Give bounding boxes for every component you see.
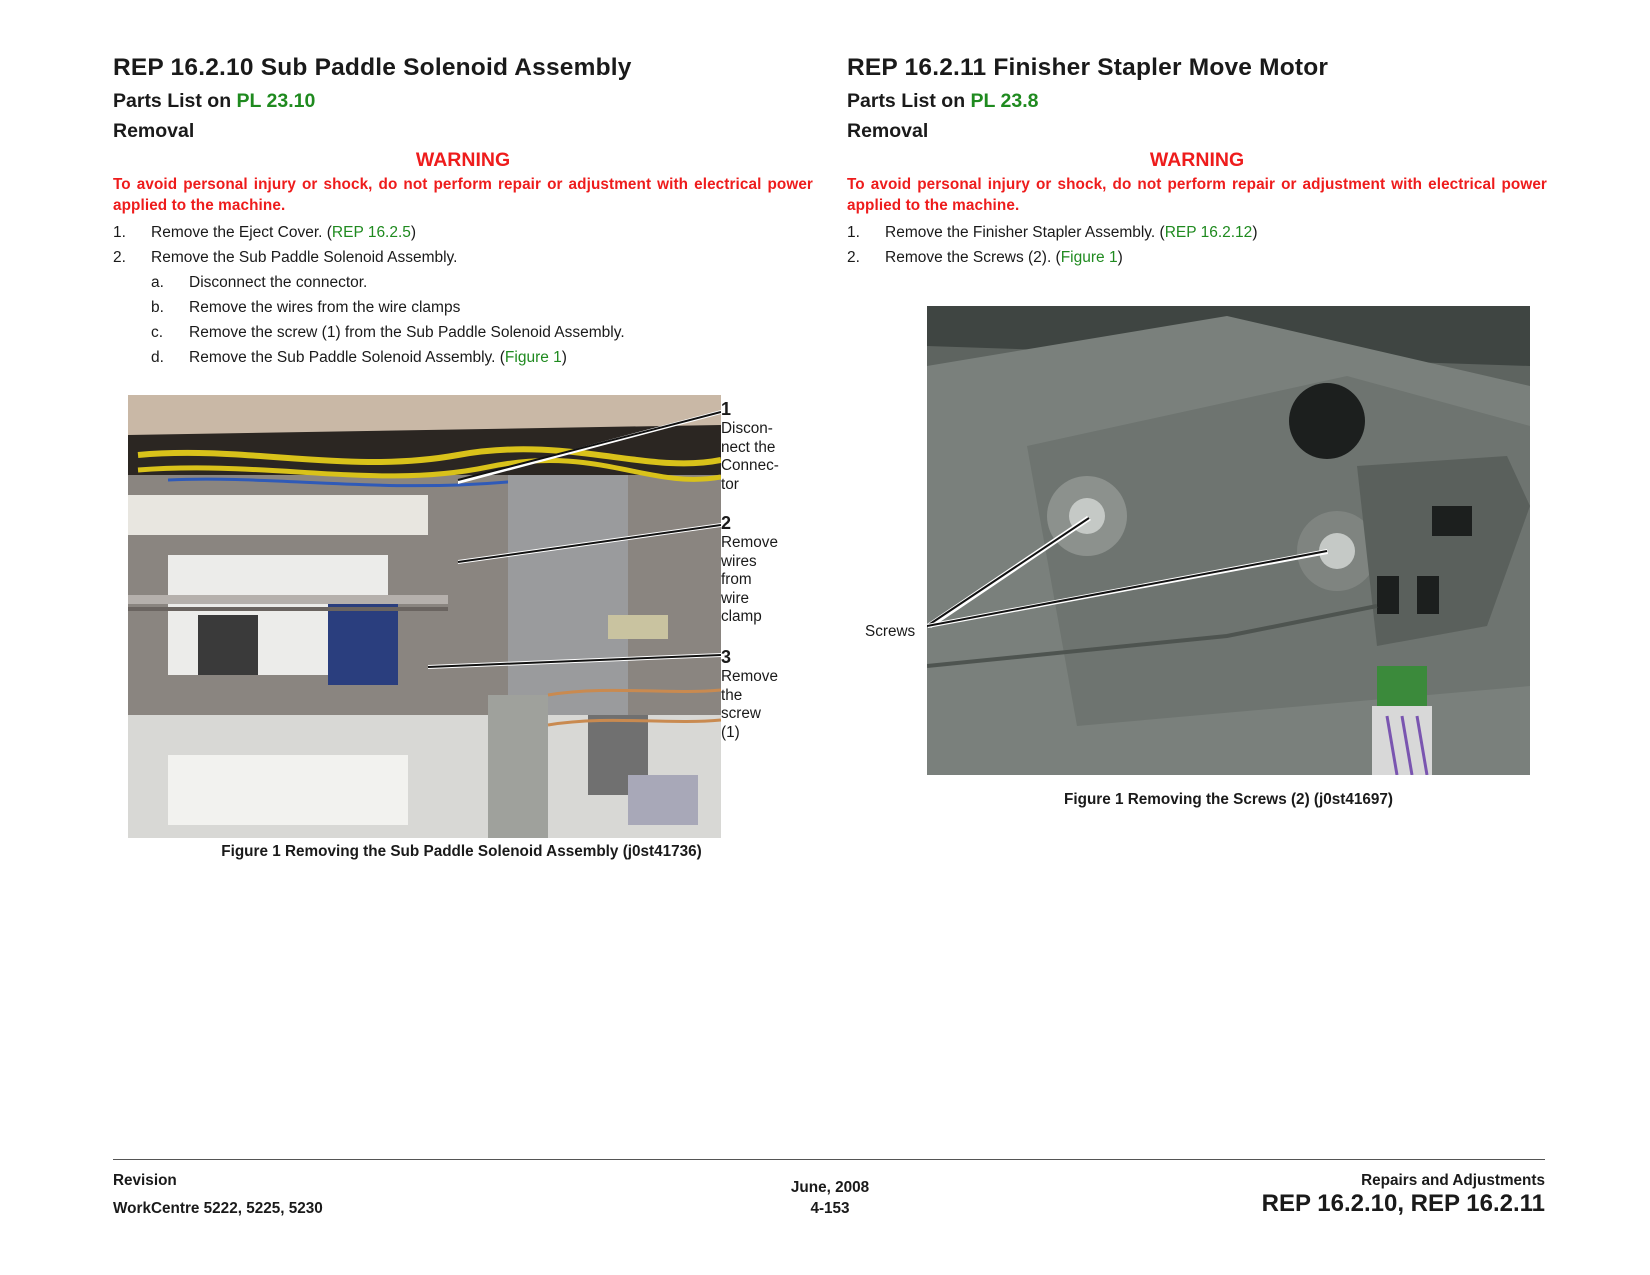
right-parts-prefix: Parts List on (847, 90, 971, 112)
left-section (113, 50, 813, 370)
right-step-2: 2. Remove the Screws (2). (Figure 1) (847, 249, 1123, 266)
footer-date: June, 2008 (790, 1179, 870, 1196)
left-substep-b: b. Remove the wires from the wire clamps (151, 299, 461, 316)
left-substep-c: c. Remove the screw (1) from the Sub Paddle Solenoid Assembly. (151, 324, 625, 341)
footer-model: WorkCentre 5222, 5225, 5230 (113, 1200, 323, 1217)
left-substep-a: a. Disconnect the connector. (151, 274, 368, 291)
left-removal-heading: Removal (113, 120, 195, 142)
right-parts-link[interactable]: PL 23.8 (970, 90, 1039, 112)
right-step-1: 1. Remove the Finisher Stapler Assembly. (REP 16.2.12) (847, 224, 1258, 241)
right-warning-title: WARNING (1149, 149, 1245, 171)
right-step-2-link[interactable]: Figure 1 (1060, 249, 1118, 266)
left-step-1-link[interactable]: REP 16.2.5 (331, 224, 411, 241)
footer-section-ref: REP 16.2.10, REP 16.2.11 (1261, 1190, 1545, 1217)
left-figure-caption: Figure 1 Removing the Sub Paddle Solenoid Assembly (j0st41736) (221, 843, 702, 860)
left-step-2: 2. Remove the Sub Paddle Solenoid Assembly. (113, 249, 458, 266)
right-warning-text: To avoid personal injury or shock, do not perform repair or adjustment with electrical power applied to the machine. (847, 176, 1547, 214)
right-step-1-link[interactable]: REP 16.2.12 (1164, 224, 1253, 241)
callout-1-text: Discon- nect the Connec- tor (721, 420, 779, 493)
left-parts-link[interactable]: PL 23.10 (236, 90, 316, 112)
left-warning-title: WARNING (415, 149, 511, 171)
right-figure-caption: Figure 1 Removing the Screws (2) (j0st41697) (1064, 791, 1393, 808)
callout-2: 2 Remove wires from wire clamp (721, 512, 791, 627)
right-removal-heading: Removal (847, 120, 929, 142)
footer-page-number: 4-153 (810, 1200, 850, 1217)
left-parts-prefix: Parts List on (113, 90, 237, 112)
right-title: REP 16.2.11 Finisher Stapler Move Motor (847, 54, 1329, 81)
left-parts-list (113, 86, 813, 116)
left-substep-d-link[interactable]: Figure 1 (504, 349, 562, 366)
solenoid-assembly-photo (128, 395, 721, 838)
left-step-1: 1. Remove the Eject Cover. (REP 16.2.5) (113, 224, 417, 241)
left-title: REP 16.2.10 Sub Paddle Solenoid Assembly (113, 54, 632, 81)
callout-3-text: Remove the screw (1) (721, 668, 778, 741)
left-warning-text: To avoid personal injury or shock, do not perform repair or adjustment with electrical power applied to the machine. (113, 176, 813, 214)
right-parts-list (847, 86, 1547, 116)
right-section (847, 50, 1547, 270)
footer-section: Repairs and Adjustments (1361, 1172, 1545, 1189)
callout-3: 3 Remove the screw (1) (721, 646, 791, 742)
stapler-move-motor-photo (927, 306, 1530, 775)
footer-divider (113, 1159, 1545, 1160)
callout-2-text: Remove wires from wire clamp (721, 534, 778, 625)
left-substep-d: d. Remove the Sub Paddle Solenoid Assembly. (Figure 1) (151, 349, 567, 366)
screws-label: Screws (865, 623, 916, 640)
callout-1: 1 Discon- nect the Connec- tor (721, 398, 791, 494)
footer-revision: Revision (113, 1172, 177, 1189)
